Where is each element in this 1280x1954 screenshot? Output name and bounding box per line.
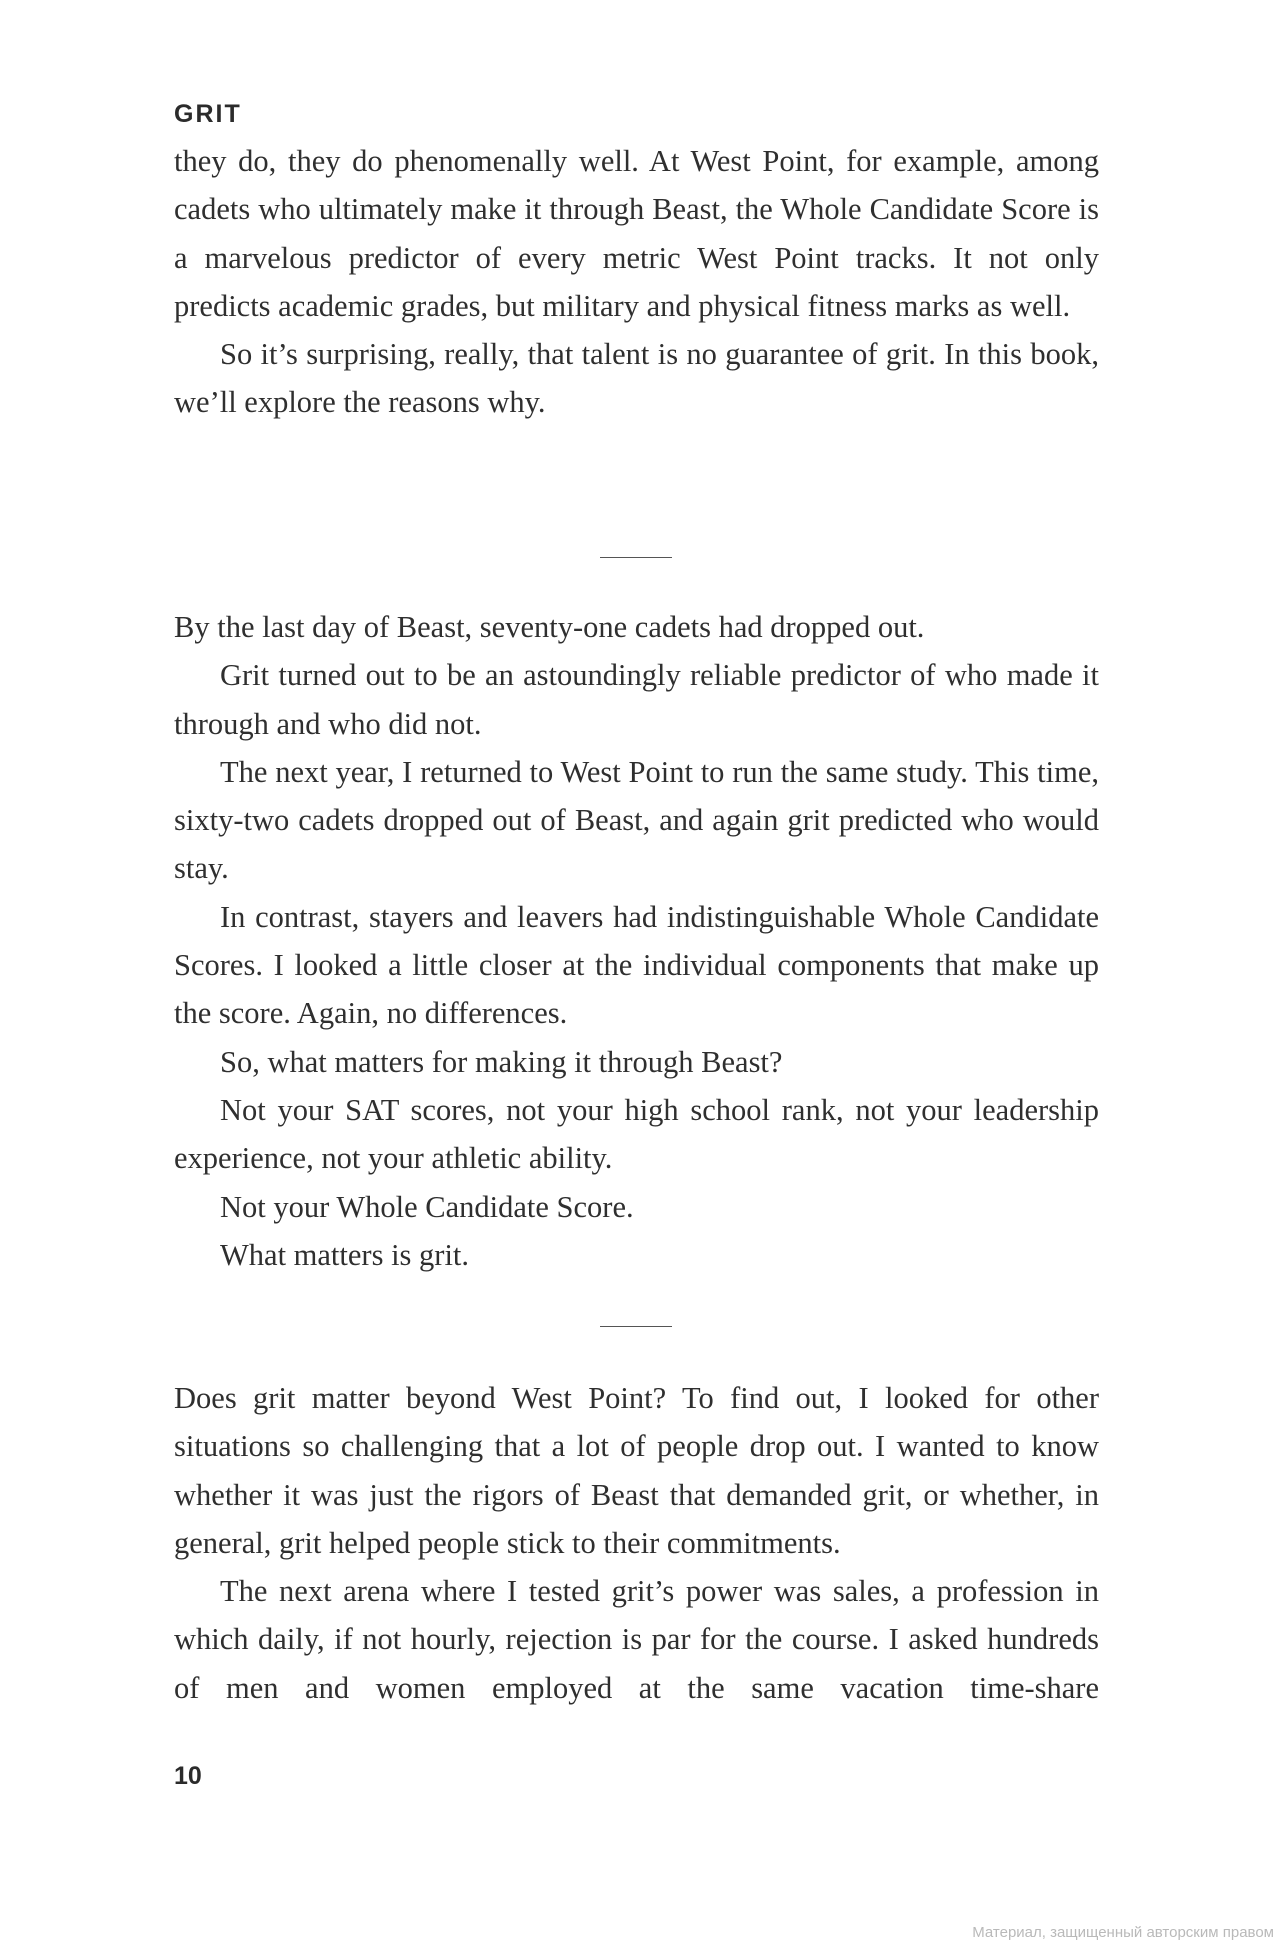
paragraph: So, what matters for making it through Beast? [220, 1044, 783, 1079]
section-divider [600, 557, 672, 558]
page-number: 10 [174, 1762, 202, 1790]
text-section-3 [174, 1374, 1099, 1712]
paragraph: So it’s surprising, really, that talent is no guarantee of grit. In this book, we’ll explore the reasons why. [174, 337, 1099, 420]
paragraph: What matters is grit. [220, 1237, 470, 1272]
paragraph: The next arena where I tested grit’s power was sales, a profession in which daily, if not hourly, rejection is par for the course. I asked hundreds of men and women employed at the same vacation time-share [174, 1574, 1099, 1705]
paragraph: The next year, I returned to West Point to run the same study. This time, sixty-two cadets dropped out of Beast, and again grit predicted who would stay. [174, 754, 1099, 886]
running-head: GRIT [174, 100, 242, 128]
paragraph: In contrast, stayers and leavers had indistinguishable Whole Candidate Scores. I looked a little closer at the individual components that make up the score. Again, no differences. [174, 899, 1099, 1031]
paragraph: Not your Whole Candidate Score. [220, 1189, 634, 1224]
text-section-1 [174, 137, 1099, 427]
paragraph: Grit turned out to be an astoundingly reliable predictor of who made it through and who did not. [174, 658, 1099, 741]
paragraph: By the last day of Beast, seventy-one cadets had dropped out. [174, 610, 925, 644]
section-divider [600, 1326, 672, 1327]
paragraph: Not your SAT scores, not your high school rank, not your leadership experience, not your athletic ability. [174, 1092, 1099, 1176]
text-section-2 [174, 603, 1099, 1279]
paragraph: Does grit matter beyond West Point? To find out, I looked for other situations so challenging that a lot of people drop out. I wanted to know whether it was just the rigors of Beast that demanded grit, or whether, in general, grit helped people stick to their commitments. [174, 1381, 1099, 1560]
paragraph: they do, they do phenomenally well. At West Point, for example, among cadets who ultimately make it through Beast, the Whole Candidate Score is a marvelous predictor of every metric West Point tracks. It not only predicts academic grades, but military and physical fitness marks as well. [174, 144, 1099, 323]
copyright-watermark: Материал, защищенный авторским правом [972, 1924, 1274, 1941]
